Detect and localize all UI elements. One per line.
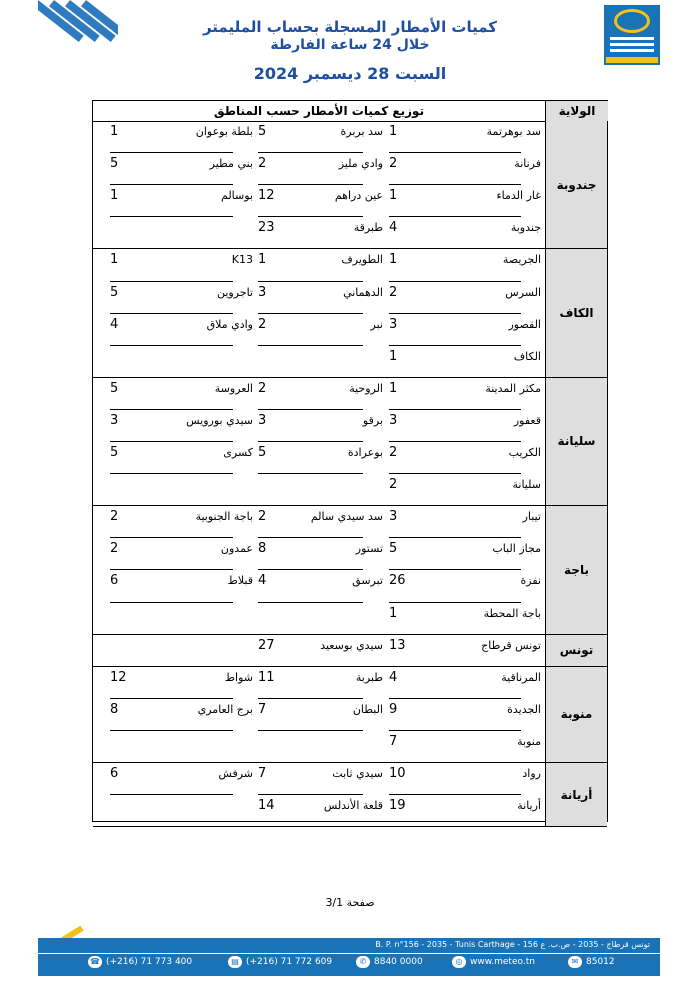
zone-name: الدهماني	[343, 285, 383, 299]
row-separator	[110, 473, 233, 474]
zone-name: كسرى	[223, 446, 253, 459]
zone-name: جندوبة	[510, 221, 541, 235]
hotline-icon: ✆	[356, 956, 370, 968]
zone-name: سد بوهرتمة	[486, 125, 541, 138]
zone-name: نبر	[370, 317, 383, 331]
rainfall-value: 12	[258, 188, 275, 204]
rainfall-value: 4	[389, 669, 398, 685]
row-separator	[258, 409, 363, 410]
row-separator	[110, 281, 233, 282]
footer-code: ✉ 85012	[568, 956, 615, 968]
row-separator	[389, 345, 521, 346]
footer-phone-3: ✆ 8840 0000	[356, 956, 423, 968]
row-separator	[258, 152, 363, 153]
zone-name: قبلاط	[227, 574, 253, 588]
zone-name: شرفش	[218, 767, 253, 780]
zone-name: باجة المحطة	[483, 606, 541, 620]
zone-name: تبرسق	[352, 574, 383, 588]
rainfall-table	[92, 100, 608, 822]
row-separator	[258, 345, 363, 346]
wilaya-cell: تونس	[545, 635, 607, 667]
rainfall-value: 1	[389, 188, 398, 204]
zone-name: سد سيدي سالم	[310, 510, 383, 524]
footer-address: B. P. n°156 - 2035 - Tunis Carthage - تونس قرطاج - 2035 - ص.ب. ع 156	[375, 940, 650, 949]
zone-name: تستور	[355, 542, 383, 556]
zone-name: البطان	[352, 702, 383, 716]
row-separator	[389, 698, 521, 699]
page-subtitle: خلال 24 ساعة الفارطة	[270, 37, 430, 53]
phone-icon: ☎	[88, 956, 102, 968]
zone-name: فرنانة	[514, 157, 541, 171]
row-separator	[110, 313, 233, 314]
group-divider	[93, 505, 545, 506]
rainfall-value: 5	[258, 124, 267, 139]
zone-name: الكاف	[513, 349, 541, 363]
rainfall-value: 1	[258, 252, 267, 268]
rainfall-value: 4	[258, 573, 267, 589]
row-separator	[389, 441, 521, 442]
report-date: السبت 28 ديسمبر 2024	[253, 64, 447, 83]
row-separator	[258, 730, 363, 731]
rainfall-value: 1	[389, 605, 398, 621]
row-separator	[389, 152, 521, 153]
zone-name: غار الدماء	[496, 189, 541, 203]
rainfall-value: 1	[110, 188, 119, 204]
rainfall-value: 2	[258, 156, 267, 172]
zone-name: برج العامري	[197, 702, 253, 716]
row-separator	[110, 152, 233, 153]
zone-name: مجاز الباب	[492, 542, 541, 556]
zone-name: السرس	[505, 285, 541, 299]
rainfall-value: 8	[110, 701, 119, 717]
zone-name: وادي ملاق	[206, 317, 253, 331]
zone-name: شواط	[224, 670, 253, 684]
zone-name: تاجروين	[216, 285, 253, 299]
zone-name: القصور	[508, 317, 541, 331]
zone-name: رواد	[522, 767, 541, 780]
zone-name: تونس قرطاج	[481, 638, 541, 652]
row-separator	[389, 281, 521, 282]
zone-name: الروحية	[349, 381, 383, 395]
rainfall-value: 10	[389, 766, 406, 781]
rainfall-value: 1	[110, 124, 119, 139]
rainfall-value: 2	[258, 509, 267, 525]
rainfall-value: 1	[389, 124, 398, 139]
row-separator	[258, 537, 363, 538]
row-separator	[389, 473, 521, 474]
rainfall-value: 3	[258, 412, 267, 428]
rainfall-value: 1	[389, 252, 398, 268]
rainfall-value: 5	[110, 156, 119, 172]
rainfall-value: 5	[389, 541, 398, 557]
rainfall-value: 4	[110, 316, 119, 332]
rainfall-value: 1	[389, 380, 398, 396]
footer-phone-1: ☎ (+216) 71 773 400	[88, 956, 192, 968]
rainfall-value: 13	[389, 637, 406, 653]
zone-name: وادي مليز	[338, 157, 383, 171]
zone-name: سيدي بورويس	[186, 413, 253, 427]
web-icon: ◎	[452, 956, 466, 968]
row-separator	[258, 281, 363, 282]
zone-name: سد بربرة	[340, 125, 383, 138]
zone-name: عين دراهم	[334, 189, 383, 203]
row-separator	[389, 730, 521, 731]
fax-icon: ▤	[228, 956, 242, 968]
rainfall-value: 12	[110, 669, 127, 685]
row-separator	[258, 441, 363, 442]
zone-name: طبربة	[355, 670, 383, 684]
rainfall-value: 7	[258, 701, 267, 717]
group-divider	[93, 377, 545, 378]
row-separator	[110, 537, 233, 538]
wilaya-cell: جندوبة	[545, 121, 607, 249]
row-separator	[258, 569, 363, 570]
wilaya-column-header: الولاية	[545, 101, 608, 122]
rainfall-value: 3	[389, 316, 398, 332]
zone-name: طبرقة	[353, 221, 383, 235]
footer-phone-2: ▤ (+216) 71 772 609	[228, 956, 332, 968]
row-separator	[389, 794, 521, 795]
zone-name: تيبار	[522, 510, 541, 524]
group-divider	[93, 248, 545, 249]
zone-name: مكثر المدينة	[485, 381, 541, 395]
rainfall-value: 2	[258, 316, 267, 332]
group-divider	[93, 826, 545, 827]
row-separator	[110, 216, 233, 217]
row-separator	[389, 313, 521, 314]
wilaya-cell: سليانة	[545, 378, 607, 506]
group-divider	[93, 762, 545, 763]
rainfall-value: 2	[389, 445, 398, 460]
row-separator	[258, 794, 363, 795]
rainfall-value: 5	[110, 380, 119, 396]
rainfall-value: 6	[110, 573, 119, 589]
group-divider	[93, 666, 545, 667]
zone-name: عمدون	[220, 542, 253, 556]
zone-name: قلعة الأندلس	[323, 799, 383, 813]
zone-name: K13	[231, 253, 253, 267]
zone-name: سيدي ثابت	[332, 767, 383, 780]
zone-name: بني مطير	[209, 157, 253, 171]
areas-column-header: توزيع كميات الأمطار حسب المناطق	[93, 101, 545, 122]
rainfall-value: 5	[110, 284, 119, 300]
rainfall-value: 6	[110, 766, 119, 781]
row-separator	[110, 794, 233, 795]
zone-name: نفزة	[520, 574, 541, 588]
row-separator	[110, 184, 233, 185]
rainfall-value: 2	[389, 156, 398, 172]
row-separator	[258, 216, 363, 217]
rainfall-value: 7	[389, 733, 398, 749]
rainfall-value: 3	[110, 412, 119, 428]
rainfall-value: 14	[258, 798, 275, 814]
page-title: كميات الأمطار المسجلة بحساب المليمتر	[202, 18, 498, 36]
row-separator	[389, 537, 521, 538]
row-separator	[110, 441, 233, 442]
wilaya-cell: باجة	[545, 506, 607, 634]
zone-name: الجديدة	[507, 702, 541, 716]
group-divider	[93, 634, 545, 635]
zone-name: سليانة	[512, 478, 541, 492]
zone-name: بوعرادة	[347, 446, 383, 459]
zone-name: منوبة	[517, 734, 541, 748]
rainfall-value: 5	[258, 445, 267, 460]
rainfall-value: 27	[258, 637, 275, 653]
rainfall-value: 26	[389, 573, 406, 589]
row-separator	[110, 730, 233, 731]
rainfall-value: 2	[110, 541, 119, 557]
zone-name: المرناقية	[501, 670, 541, 684]
row-separator	[110, 569, 233, 570]
rainfall-value: 2	[258, 380, 267, 396]
rainfall-value: 19	[389, 798, 406, 814]
row-separator	[389, 569, 521, 570]
wilaya-cell: أريانة	[545, 763, 607, 827]
zone-name: باجة الجنوبية	[195, 510, 253, 524]
row-separator	[110, 698, 233, 699]
zone-name: سيدي بوسعيد	[320, 638, 383, 652]
page-number: صفحة 3/1	[325, 896, 375, 909]
row-separator	[110, 409, 233, 410]
rainfall-value: 2	[389, 477, 398, 493]
zone-name: العروسة	[214, 381, 253, 395]
footer-bar	[38, 938, 660, 976]
wilaya-cell: منوبة	[545, 667, 607, 763]
rainfall-value: 4	[389, 220, 398, 236]
rainfall-value: 7	[258, 766, 267, 781]
zone-name: الجريصة	[502, 253, 541, 267]
zone-name: الكريب	[508, 446, 541, 459]
row-separator	[258, 602, 363, 603]
zone-name: بلطة بوعوان	[195, 125, 253, 138]
row-separator	[258, 184, 363, 185]
rainfall-value: 9	[389, 701, 398, 717]
rainfall-value: 1	[110, 252, 119, 268]
row-separator	[389, 602, 521, 603]
zone-name: أريانة	[517, 799, 541, 813]
zone-name: الطويرف	[341, 253, 383, 267]
row-separator	[389, 184, 521, 185]
rainfall-value: 23	[258, 220, 275, 236]
rainfall-value: 2	[110, 509, 119, 525]
rainfall-value: 11	[258, 669, 275, 685]
rainfall-value: 8	[258, 541, 267, 557]
row-separator	[389, 409, 521, 410]
row-separator	[258, 698, 363, 699]
footer-website[interactable]: ◎ www.meteo.tn	[452, 956, 535, 968]
wilaya-cell: الكاف	[545, 249, 607, 377]
rainfall-value: 1	[389, 348, 398, 364]
rainfall-value: 3	[258, 284, 267, 300]
zone-name: برقو	[362, 413, 383, 427]
zone-name: بوسالم	[221, 189, 253, 203]
rainfall-value: 5	[110, 445, 119, 460]
rainfall-value: 2	[389, 284, 398, 300]
row-separator	[110, 345, 233, 346]
zone-name: قعفور	[513, 413, 541, 427]
row-separator	[389, 216, 521, 217]
mail-icon: ✉	[568, 956, 582, 968]
rainfall-value: 3	[389, 509, 398, 525]
rainfall-value: 3	[389, 412, 398, 428]
row-separator	[110, 602, 233, 603]
row-separator	[258, 473, 363, 474]
row-separator	[258, 313, 363, 314]
